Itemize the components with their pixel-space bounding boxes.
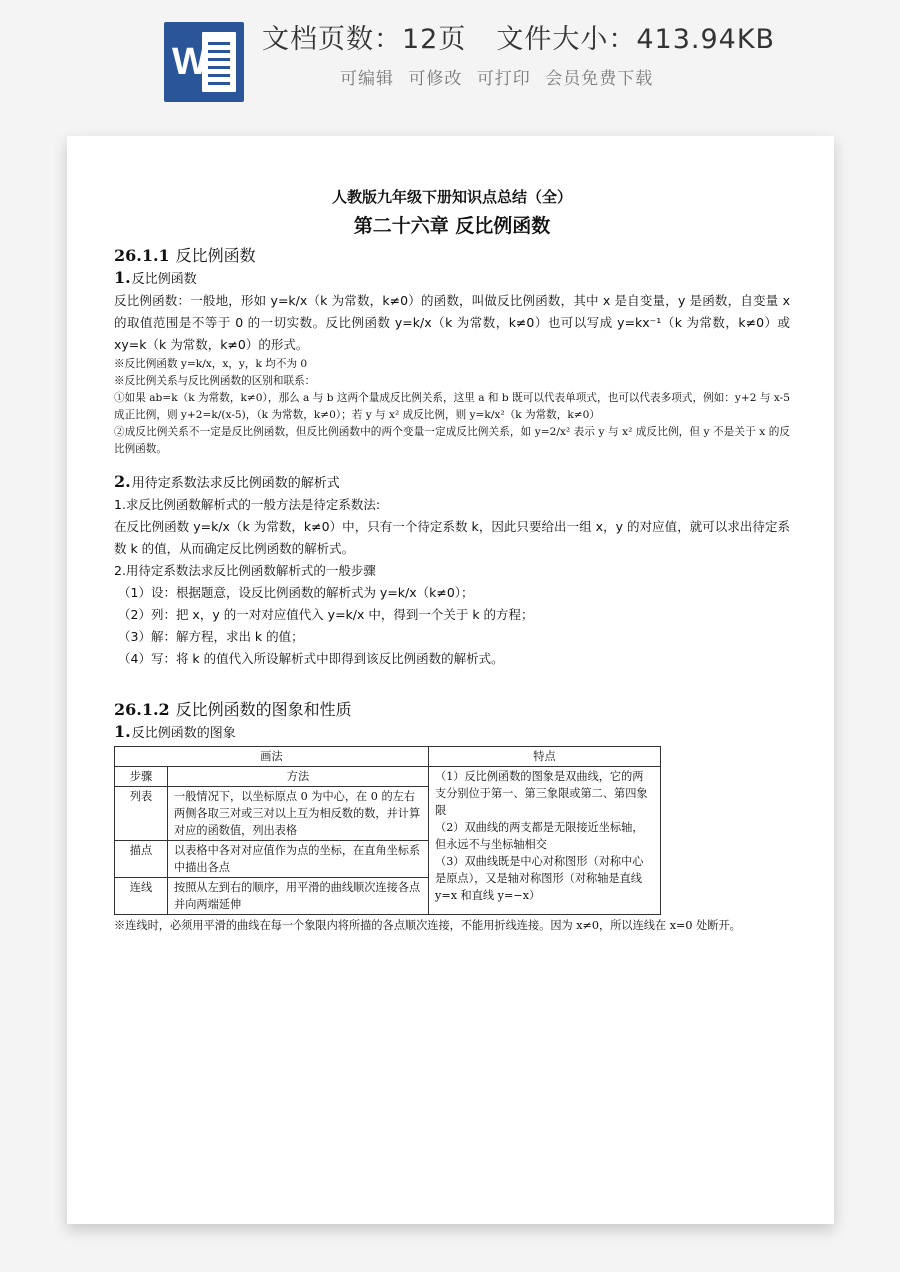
chapter-title: 第二十六章 反比例函数 <box>353 215 551 237</box>
step-item: （4）写：将 k 的值代入所设解析式中即得到该反比例函数的解析式。 <box>118 651 504 666</box>
table-subheader-row <box>115 767 661 787</box>
method-cell: 一般情况下，以坐标原点 0 为中心，在 0 的左右两侧各取三对或三对以上互为相反数的数，并计算对应的函数值，列出表格 <box>168 787 429 841</box>
subsection-heading: 1.反比例函数 <box>114 268 197 287</box>
features-cell: （1）反比例函数的图象是双曲线，它的两支分别位于第一、第三象限或第二、第四象限 （2）双曲线的两支都是无限接近坐标轴，但永远不与坐标轴相交 （3）双曲线既是中心对称图形（对称中心是原点），又是轴对称图形（对称轴是直线 y=x 和直线 y=−x） <box>429 767 661 915</box>
document-page <box>67 136 834 1224</box>
word-letter: W <box>172 41 208 83</box>
document-content <box>114 186 790 934</box>
method-cell: 按照从左到右的顺序，用平滑的曲线顺次连接各点并向两端延伸 <box>168 878 429 915</box>
feature-modifiable: 可修改 <box>408 69 463 89</box>
step-item: （2）列：把 x，y 的一对对应值代入 y=k/x 中，得到一个关于 k 的方程； <box>118 607 534 622</box>
note-line: ①如果 ab=k（k 为常数，k≠0），那么 a 与 b 这两个量成反比例关系，这里 a 和 b 既可以代表单项式，也可以代表多项式，例如：y+2 与 x-5 成正比例，则 y+2=k/(x-5)，（k 为常数，k≠0）；若 y 与 x² 成反比例，则 y=k/x²（k 为常数，k≠0） <box>114 392 790 421</box>
step-cell: 描点 <box>115 841 168 878</box>
file-size: 文件大小：413.94KB <box>496 24 776 55</box>
subsection-heading: 2.用待定系数法求反比例函数的解析式 <box>114 472 340 491</box>
step-item: （1）设：根据题意，设反比例函数的解析式为 y=k/x（k≠0）； <box>118 585 474 600</box>
table-header-row <box>115 747 661 767</box>
feature-list <box>340 66 661 92</box>
feature-printable: 可打印 <box>476 69 531 89</box>
step-cell: 连线 <box>115 878 168 915</box>
header-method: 方法 <box>168 767 429 787</box>
method-cell: 以表格中各对对应值作为点的坐标，在直角坐标系中描出各点 <box>168 841 429 878</box>
note-line: ※反比例关系与反比例函数的区别和联系： <box>114 375 316 387</box>
header-banner <box>0 0 900 130</box>
page-count: 文档页数：12页 <box>262 24 467 55</box>
method-paragraph: 在反比例函数 y=k/x（k 为常数，k≠0）中，只有一个待定系数 k，因此只要给出一组 x，y 的对应值，就可以求出待定系数 k 的值，从而确定反比例函数的解析式。 <box>114 519 790 556</box>
header-feature: 特点 <box>429 747 661 767</box>
method-heading: 1.求反比例函数解析式的一般方法是待定系数法: <box>114 497 381 512</box>
graph-properties-table <box>114 746 661 915</box>
definition-paragraph: 反比例函数：一般地，形如 y=k/x（k 为常数，k≠0）的函数，叫做反比例函数，其中 x 是自变量，y 是函数，自变量 x 的取值范围是不等于 0 的一切实数。反比例函数 y=k/x（k 为常数，k≠0）也可以写成 y=kx⁻¹（k 为常数，k≠0）或 xy=k（k 为常数，k≠0）的形式。 <box>114 293 790 352</box>
document-title: 人教版九年级下册知识点总结（全） <box>331 188 572 206</box>
step-cell: 列表 <box>115 787 168 841</box>
steps-heading: 2.用待定系数法求反比例函数解析式的一般步骤 <box>114 563 376 578</box>
note-line: ②成反比例关系不一定是反比例函数，但反比例函数中的两个变量一定成反比例关系，如 y=2/x² 表示 y 与 x² 成反比例，但 y 不是关于 x 的反比例函数。 <box>114 426 790 455</box>
note-line: ※反比例函数 y=k/x，x，y，k 均不为 0 <box>114 358 308 370</box>
feature-editable: 可编辑 <box>340 69 394 89</box>
file-info <box>262 20 775 60</box>
step-item: （3）解：解方程，求出 k 的值； <box>118 629 304 644</box>
feature-member-download: 会员免费下载 <box>545 69 654 89</box>
section-heading-26-1-2: 26.1.2 反比例函数的图象和性质 <box>114 700 352 719</box>
subsection-heading: 1.反比例函数的图象 <box>114 722 236 741</box>
word-document-icon <box>164 22 244 102</box>
table-note: ※连线时，必须用平滑的曲线在每一个象限内将所描的各点顺次连接，不能用折线连接。因为 x≠0，所以连线在 x=0 处断开。 <box>114 919 741 932</box>
section-heading-26-1-1: 26.1.1 反比例函数 <box>114 246 256 265</box>
header-draw: 画法 <box>115 747 429 767</box>
header-step: 步骤 <box>115 767 168 787</box>
